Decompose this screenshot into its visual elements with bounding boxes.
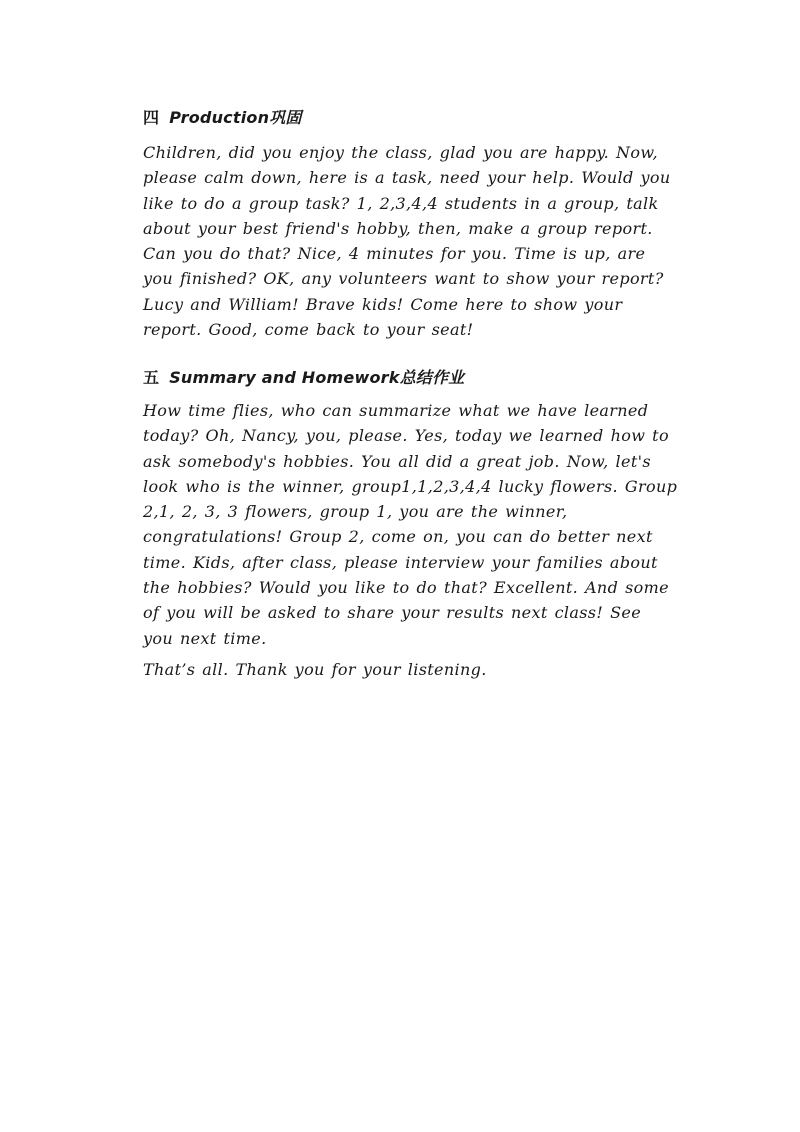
paragraph-line: look who is the winner, group1,1,2,3,4,4 lucky flowers. Group [143,476,678,496]
paragraph-line: like to do a group task? 1, 2,3,4,4 students in a group, talk [143,193,659,213]
paragraph-line: Lucy and William! Brave kids! Come here to show your [143,294,623,314]
section-title: Production巩固 [169,108,302,127]
paragraph-line: ask somebody's hobbies. You all did a great job. Now, let's [143,451,651,471]
paragraph-line: you finished? OK, any volunteers want to show your report? [143,269,664,289]
closing-remark [143,657,713,682]
section-paragraph [143,398,713,651]
paragraph-line: congratulations! Group 2, come on, you can do better next [143,527,653,547]
section-number: 五 [143,368,160,387]
paragraph-line: you next time. [143,628,267,648]
section-heading-production [143,107,713,129]
paragraph-line: Children, did you enjoy the class, glad you are happy. Now, [143,143,658,162]
paragraph-line: How time flies, who can summarize what we have learned [143,401,649,420]
section-paragraph [143,140,713,342]
section-heading-summary [143,367,713,389]
paragraph-line: please calm down, here is a task, need your help. Would you [143,168,671,188]
section-number: 四 [143,108,160,127]
section-production [143,107,713,342]
paragraph-line: Can you do that? Nice, 4 minutes for you. Time is up, are [143,244,646,264]
closing-line: That’s all. Thank you for your listening. [143,660,487,679]
paragraph-line: of you will be asked to share your results next class! See [143,603,642,623]
paragraph-line: the hobbies? Would you like to do that? Excellent. And some [143,578,670,598]
paragraph-line: today? Oh, Nancy, you, please. Yes, today we learned how to [143,426,669,446]
section-summary-homework [143,367,713,651]
paragraph-line: 2,1, 2, 3, 3 flowers, group 1, you are the winner, [143,502,568,522]
paragraph-line: about your best friend's hobby, then, make a group report. [143,218,653,238]
section-title: Summary and Homework总结作业 [169,368,465,387]
paragraph-line: report. Good, come back to your seat! [143,320,474,340]
paragraph-line: time. Kids, after class, please interview your families about [143,552,658,572]
